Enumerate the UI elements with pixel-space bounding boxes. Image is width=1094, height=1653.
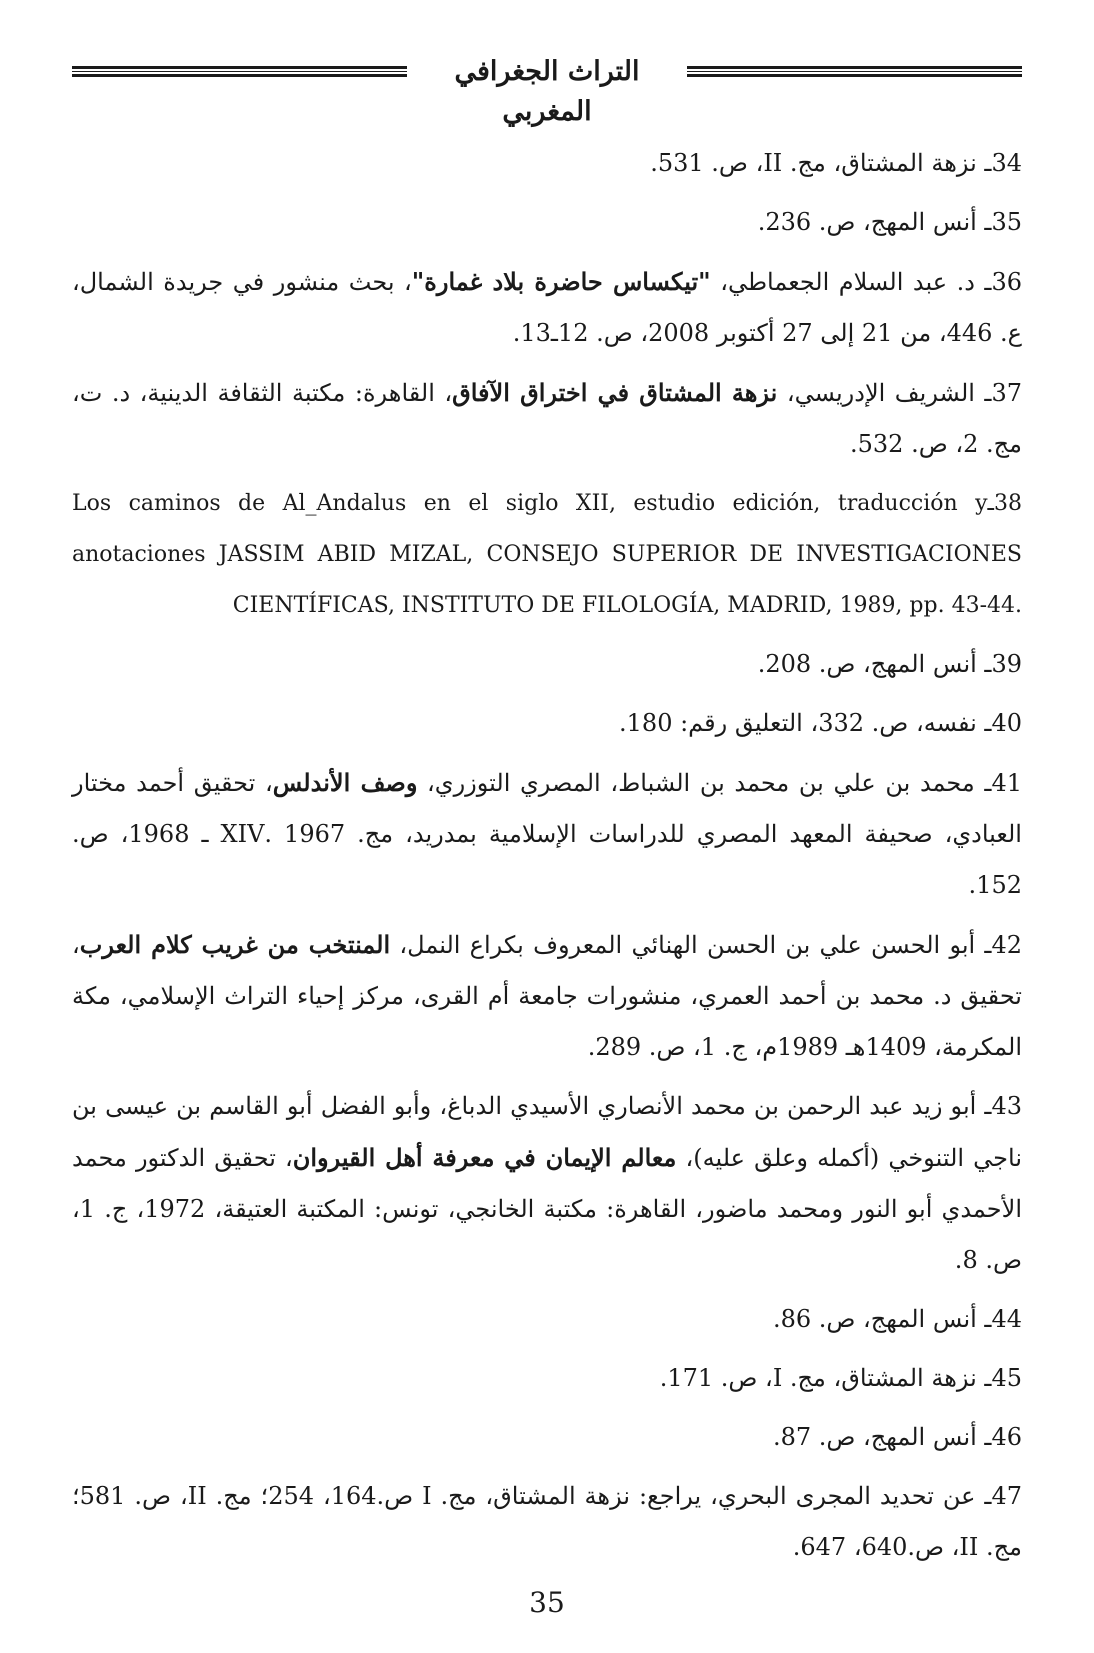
endnote-46: 46ـ أنس المهج، ص. 87.	[772, 1423, 1022, 1451]
endnote-44: 44ـ أنس المهج، ص. 86.	[772, 1305, 1022, 1333]
header-rule-right	[687, 66, 1022, 80]
running-header	[72, 52, 1022, 127]
page-number: 35	[529, 1586, 565, 1619]
endnote-34: 34ـ نزهة المشتاق، مج. II، ص. 531.	[650, 149, 1022, 177]
endnotes-list	[72, 138, 1022, 1581]
endnote-45: 45ـ نزهة المشتاق، مج. I، ص. 171.	[659, 1364, 1022, 1392]
endnote-37: 37ـ الشريف الإدريسي، نزهة المشتاق في اختراق الآفاق، القاهرة: مكتبة الثقافة الدينية، د. ت، مج. 2، ص. 532.	[72, 378, 1023, 458]
endnote-40: 40ـ نفسه، ص. 332، التعليق رقم: 180.	[619, 709, 1022, 737]
endnote-47: 47ـ عن تحديد المجرى البحري، يراجع: نزهة المشتاق، مج. I ص.164، 254؛ مج. II، ص. 581؛ مج. II، ص.640، 647.	[72, 1482, 1022, 1561]
header-title: التراث الجغرافي المغربي	[454, 56, 640, 127]
endnote-36: 36ـ د. عبد السلام الجعماطي، "تيكساس حاضرة بلاد غمارة"، بحث منشور في جريدة الشمال، ع. 446، من 21 إلى 27 أكتوبر 2008، ص. 12ـ13.	[72, 267, 1023, 347]
endnote-35: 35ـ أنس المهج، ص. 236.	[757, 208, 1022, 236]
header-rule-left	[72, 66, 407, 80]
endnote-39: 39ـ أنس المهج، ص. 208.	[757, 650, 1022, 678]
endnote-41: 41ـ محمد بن علي بن محمد بن الشباط، المصري التوزري، وصف الأندلس، تحقيق أحمد مختار العبادي، صحيفة المعهد المصري للدراسات الإسلامية بمدريد، مج. 1967 .XIV ـ 1968، ص. 152.	[72, 768, 1022, 899]
endnote-43: 43ـ أبو زيد عبد الرحمن بن محمد الأنصاري الأسيدي الدباغ، وأبو الفضل أبو القاسم بن عيسى بن ناجي التنوخي (أكمله وعلق عليه)، معالم الإيمان في معرفة أهل القيروان، تحقيق الدكتور محمد الأحمدي أبو النور ومحمد ماضور، القاهرة: مكتبة الخانجي، تونس: المكتبة العتيقة، 1972، ج. 1، ص. 8.	[72, 1092, 1023, 1274]
endnote-42: 42ـ أبو الحسن علي بن الحسن الهنائي المعروف بكراع النمل، المنتخب من غريب كلام العرب، تحقيق د. محمد بن أحمد العمري، منشورات جامعة أم القرى، مركز إحياء التراث الإسلامي، مكة المكرمة، 1409هـ 1989م، ج. 1، ص. 289.	[72, 930, 1023, 1061]
endnote-38: 38ـLos caminos de Al_Andalus en el siglo XII, estudio edición, traducción y anotaciones JASSIM ABID MIZAL, CONSEJO SUPERIOR DE INVESTIGACIONES CIENTÍFICAS, INSTITUTO DE FILOLOGÍA, MADRID, 1989, pp. 43-44.	[72, 491, 1022, 618]
